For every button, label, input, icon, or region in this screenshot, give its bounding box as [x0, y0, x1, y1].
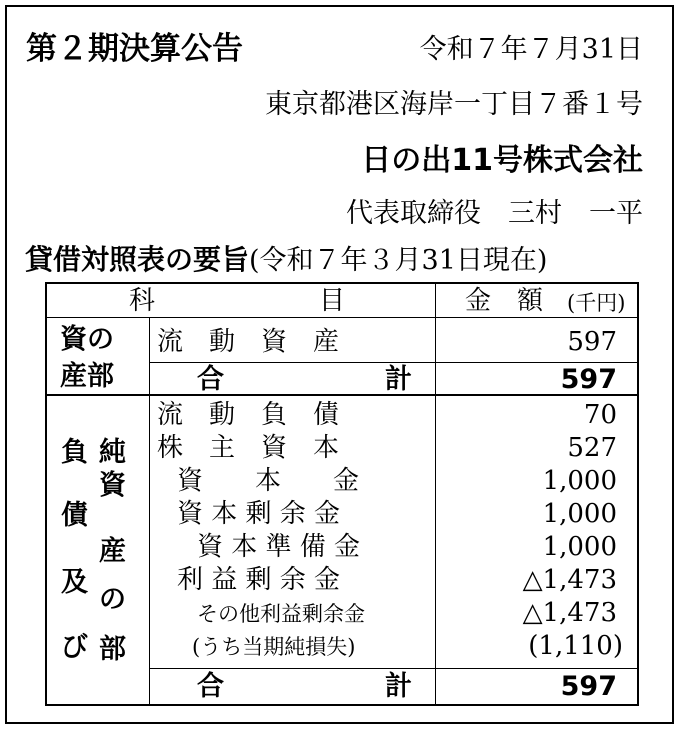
company-address: 東京都港区海岸一丁目７番１号 [265, 89, 643, 120]
section-divider [47, 394, 637, 396]
liab-total-label-1: 合 [197, 671, 224, 702]
liab-total-value: 597 [560, 671, 617, 702]
liab-total-label-2: 計 [385, 671, 412, 702]
assets-total-divider [149, 362, 637, 363]
liab-row-label-4: 資 本 準 備 金 [197, 532, 361, 562]
balance-sheet-title [25, 243, 548, 276]
liab-row-value-6: △1,473 [522, 598, 617, 628]
header-divider [47, 317, 637, 318]
liab-section-right-1: 資 [99, 470, 126, 501]
notice-date: 令和７年７月31日 [419, 34, 643, 65]
liab-row-value-7: (1,110) [528, 631, 623, 661]
assets-total-label-2: 計 [385, 364, 412, 395]
liab-row-label-5: 利 益 剰 余 金 [177, 565, 341, 595]
liab-section-right-3: の [99, 584, 126, 615]
assets-section-label-2: 産部 [60, 361, 114, 392]
liab-row-value-1: 527 [567, 433, 617, 463]
assets-section-label-1: 資の [60, 324, 114, 355]
liab-section-left-3: び [61, 632, 88, 663]
amount-column-divider [435, 284, 436, 704]
liab-section-right-4: 部 [99, 634, 126, 665]
col-subject-1: 科 [129, 286, 156, 316]
liab-row-value-5: △1,473 [522, 565, 617, 595]
liab-section-right-0: 純 [99, 437, 126, 468]
liab-row-label-2: 資 本 金 [177, 466, 360, 496]
liab-row-label-0: 流 動 負 債 [157, 400, 340, 430]
liab-section-right-2: 産 [99, 536, 126, 567]
col-unit: (千円) [567, 291, 626, 315]
section-column-divider [149, 317, 150, 704]
liab-row-label-6: その他利益剰余金 [197, 602, 365, 626]
liab-section-left-2: 及 [61, 567, 88, 598]
assets-total-value: 597 [560, 364, 617, 395]
liab-row-value-0: 70 [583, 400, 617, 430]
assets-row-value: 597 [567, 327, 617, 357]
liab-row-label-1: 株 主 資 本 [157, 433, 340, 463]
balance-sheet-heading: 貸借対照表の要旨 [25, 243, 250, 276]
liab-section-left-0: 負 [61, 437, 88, 468]
liab-row-value-2: 1,000 [542, 466, 617, 496]
balance-sheet-table [45, 282, 639, 706]
company-name: 日の出11号株式会社 [361, 143, 643, 178]
liab-section-left-1: 債 [61, 500, 88, 531]
liab-row-label-7: (うち当期純損失) [192, 635, 356, 659]
notice-title: 第２期決算公告 [26, 31, 243, 67]
liab-row-label-3: 資 本 剰 余 金 [177, 499, 341, 529]
representative: 代表取締役 三村 一平 [346, 198, 643, 229]
liab-row-value-3: 1,000 [542, 499, 617, 529]
assets-total-label-1: 合 [197, 364, 224, 395]
liab-row-value-4: 1,000 [542, 532, 617, 562]
assets-row-label: 流 動 資 産 [157, 327, 340, 357]
balance-sheet-date: (令和７年３月31日現在) [249, 245, 548, 276]
col-amount: 金 額 [465, 286, 544, 316]
liabilities-total-divider [149, 668, 637, 669]
col-subject-2: 目 [319, 286, 346, 316]
